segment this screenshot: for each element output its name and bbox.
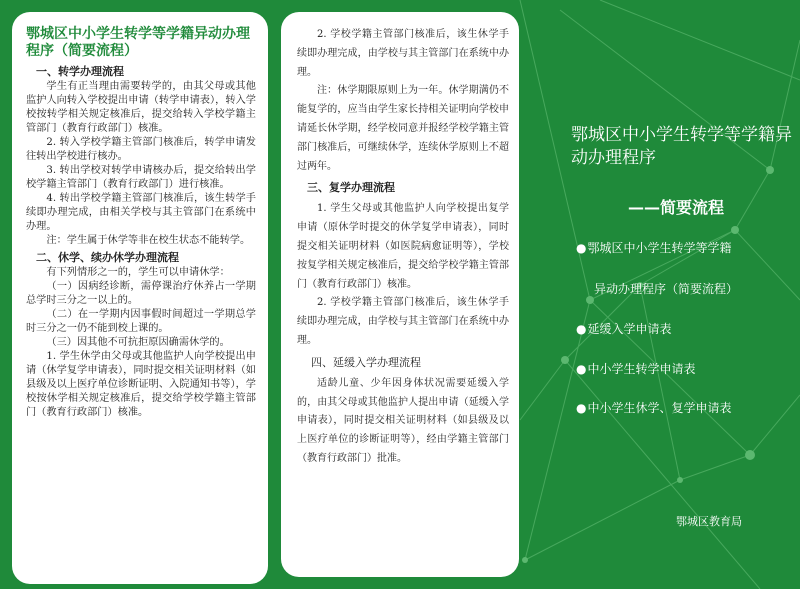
paragraph: （三）因其他不可抗拒原因确需休学的。 xyxy=(46,337,230,348)
bullet-icon: ● xyxy=(576,401,587,415)
paragraph: 3. 转出学校对转学申请核办后，提交给转出学校学籍主管部门（教育行政部门）进行核准。 xyxy=(26,165,256,190)
note: 注：学生属于休学等非在校生状态不能转学。 xyxy=(46,235,251,246)
bullet-icon: ● xyxy=(576,322,587,336)
paragraph: 1. 学生休学由父母或其他监护人向学校提出申请（休学复学申请表），同时提交相关证明材料（如县级及以上医疗单位诊断证明、入院通知书等），学校按休学相关规定核准后，提交给学校学籍主管部门（教育行政部门）核准。 xyxy=(26,351,256,418)
paragraph: （一）因病经诊断，需停课治疗休养占一学期总学时三分之一以上的。 xyxy=(26,281,256,306)
paragraph: 4. 转出学校学籍主管部门核准后，该生转学手续即办理完成，由相关学校与其主管部门在系统中办理。 xyxy=(26,193,256,232)
section-heading-transfer: 一、转学办理流程 xyxy=(36,65,124,78)
paragraph: 适龄儿童、少年因身体状况需要延缓入学的，由其父母或其他监护人提出申请（延缓入学申请表），同时提交相关证明材料（如县级及以上医疗单位的诊断证明等），经由学籍主管部门（教育行政部门）批准。 xyxy=(297,377,509,464)
document-title: 鄂城区中小学生转学等学籍异动办理程序（简要流程） xyxy=(26,26,250,59)
paragraph: 学生有正当理由需要转学的，由其父母或其他监护人向转入学校提出申请（转学申请表），转入学校按转学相关规定核准后，提交给转入学校学籍主管部门（教育行政部门）核准。 xyxy=(26,81,256,134)
bullet-icon: ● xyxy=(576,362,587,376)
section-heading-deferred-enrollment: 四、延缓入学办理流程 xyxy=(311,355,421,369)
left-text-panel xyxy=(12,12,268,584)
paragraph: （二）在一学期内因事假时间超过一学期总学时三分之一仍不能到校上课的。 xyxy=(26,309,256,334)
note: 注：休学期限原则上为一年。休学期满仍不能复学的，应当由学生家长持相关证明向学校申请延长休学期，经学校同意并报经学校学籍主管部门核准后，可继续休学，连续休学原则上不超过两年。 xyxy=(297,85,509,172)
section-heading-suspension: 二、休学、续办休学办理流程 xyxy=(36,251,179,264)
cover-subtitle: ——简要流程 xyxy=(628,198,725,217)
section-heading-resumption: 三、复学办理流程 xyxy=(307,181,395,195)
cover-list-item: ●中小学生转学申请表 xyxy=(576,362,696,376)
paragraph: 有下列情形之一的，学生可以申请休学： xyxy=(46,267,230,278)
paragraph: 2. 学校学籍主管部门核准后，该生休学手续即办理完成，由学校与其主管部门在系统中办理。 xyxy=(297,29,509,78)
bullet-icon: ● xyxy=(576,241,587,255)
organization-name: 鄂城区教育局 xyxy=(676,515,742,528)
cover-list-item: ●鄂城区中小学生转学等学籍 xyxy=(576,241,732,255)
paragraph: 2. 学校学籍主管部门核准后，该生休学手续即办理完成，由学校与其主管部门在系统中办理。 xyxy=(297,297,509,346)
cover-list-item: ●中小学生休学、复学申请表 xyxy=(576,401,732,415)
paragraph: 1. 学生父母或其他监护人向学校提出复学申请（原休学时提交的休学复学申请表），同时提交相关证明材料（如医院病愈证明等），学校按复学相关规定核准后，提交给学校学籍主管部门（教育行政部门）核准。 xyxy=(297,203,509,290)
cover-title: 鄂城区中小学生转学等学籍异动办理程序 xyxy=(571,125,792,168)
paragraph: 2. 转入学校学籍主管部门核准后，转学申请发往转出学校进行核办。 xyxy=(26,137,256,162)
cover-list-item-continued: 异动办理程序（简要流程） xyxy=(594,282,739,296)
cover-list-item: ●延缓入学申请表 xyxy=(576,322,672,336)
middle-text-panel xyxy=(281,12,519,577)
